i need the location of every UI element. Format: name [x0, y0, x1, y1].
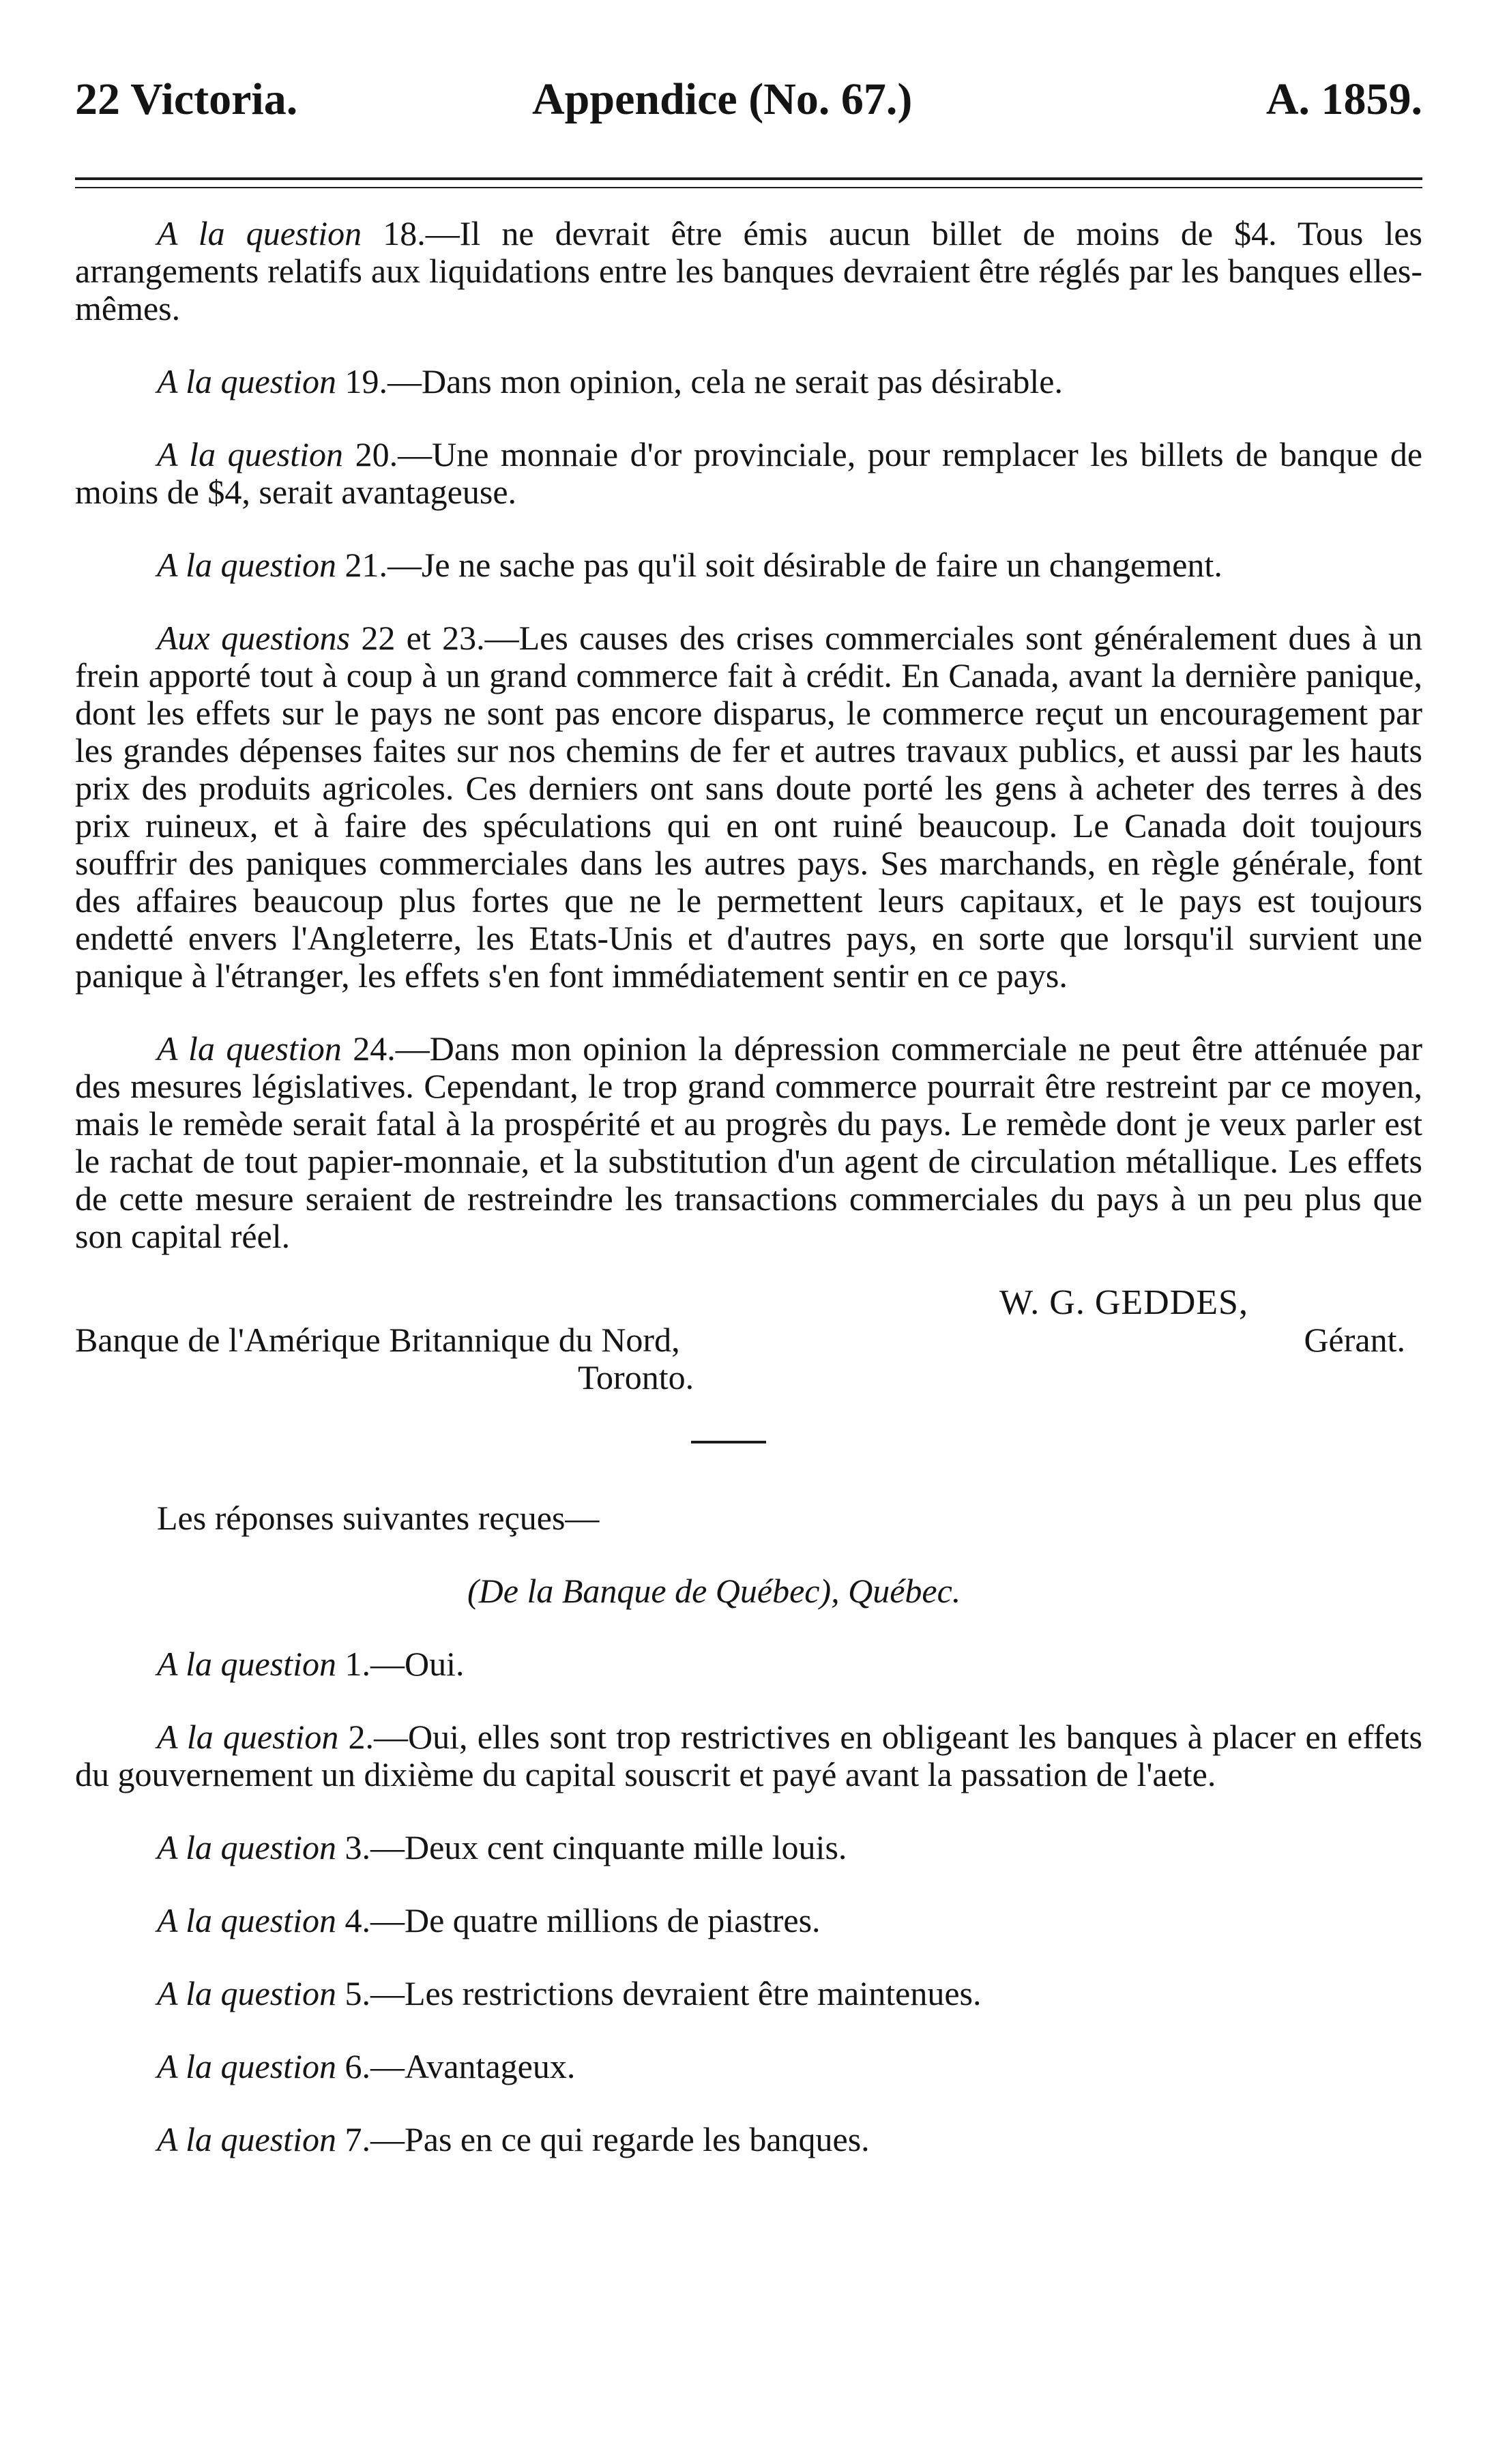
answer-paragraph — [75, 1902, 1422, 1939]
answer-paragraph — [75, 1829, 1422, 1866]
answer-paragraph — [75, 1030, 1422, 1255]
question-ref: A la question — [157, 1828, 336, 1866]
header-appendix: Appendice (No. 67.) — [532, 74, 913, 124]
bank-source-line: (De la Banque de Québec), Québec. — [467, 1572, 961, 1610]
page-header — [75, 74, 1422, 135]
header-session: 22 Victoria. — [75, 74, 298, 124]
signatory-bank: Banque de l'Amérique Britannique du Nord, — [75, 1321, 680, 1359]
answer-paragraph — [75, 363, 1422, 400]
intro-line: Les réponses suivantes reçues— — [157, 1499, 600, 1537]
question-ref: A la question — [157, 2120, 336, 2158]
question-ref: A la question — [157, 362, 336, 400]
question-ref: A la question — [157, 1974, 336, 2012]
question-ref: A la question — [157, 1645, 336, 1683]
answer-text: 1.—Oui. — [336, 1645, 465, 1683]
answer-text: 7.—Pas en ce qui regarde les banques. — [336, 2120, 870, 2158]
signatory-city: Toronto. — [578, 1358, 694, 1396]
signature-block — [75, 1284, 1422, 1413]
answer-paragraph — [75, 546, 1422, 584]
answer-paragraph — [75, 619, 1422, 995]
question-ref: A la question — [157, 2047, 336, 2085]
question-ref: Aux questions — [157, 619, 350, 657]
header-year: A. 1859. — [1265, 74, 1422, 124]
answer-text: 2.—Oui, elles sont trop restrictives en obligeant les banques à placer en effets du gouvernement un dixième du capital souscrit et payé avant la passation de l'aete. — [75, 1718, 1423, 1793]
answer-text: 22 et 23.—Les causes des crises commerciales sont généralement dues à un frein apporté tout à coup à un grand commerce fait à crédit. En Canada, avant la dernière panique, dont les effets sur le pays ne sont pas encore disparus, le commerce reçut un encouragement par les grandes dépenses faites sur nos chemins de fer et autres travaux publics, et aussi par les hauts prix des produits agricoles. Ces derniers ont sans doute porté les gens à acheter des terres à des prix ruineux, et à faire des spéculations qui en ont ruiné beaucoup. Le Canada doit toujours souffrir des paniques commerciales dans les autres pays. Ses marchands, en règle générale, font des affaires beaucoup plus fortes que ne le permettent leurs capitaux, et le pays est toujours endetté envers l'Angleterre, les Etats-Unis et d'autres pays, en sorte que lorsqu'il survient une panique à l'étranger, les effets s'en font immédiatement sentir en ce pays. — [75, 619, 1422, 995]
question-ref: A la question — [157, 214, 362, 252]
section-divider — [691, 1441, 766, 1443]
answer-paragraph — [75, 1718, 1422, 1793]
answer-paragraph — [75, 215, 1422, 327]
answer-text: 24.—Dans mon opinion la dépression commerciale ne peut être atténuée par des mesures législatives. Cependant, le trop grand commerce pourrait être restreint par ce moyen, mais le remède serait fatal à la prospérité et au progrès du pays. Le remède dont je veux parler est le rachat de tout papier-monnaie, et la substitution d'un agent de circulation métallique. Les effets de cette mesure seraient de restreindre les transactions commerciales du pays à un peu plus que son capital réel. — [75, 1029, 1422, 1255]
answer-text: 3.—Deux cent cinquante mille louis. — [336, 1828, 847, 1866]
question-ref: A la question — [157, 1029, 342, 1068]
answer-text: 5.—Les restrictions devraient être maintenues. — [336, 1974, 982, 2012]
answer-paragraph — [75, 2121, 1422, 2158]
answer-paragraph — [75, 1645, 1422, 1683]
question-ref: A la question — [157, 546, 336, 584]
signatory-role: Gérant. — [1304, 1321, 1405, 1359]
signatory-name: W. G. GEDDES, — [999, 1283, 1248, 1322]
answer-paragraph — [75, 1975, 1422, 2012]
answers-section-1 — [75, 215, 1422, 1255]
answer-text: 21.—Je ne sache pas qu'il soit désirable de faire un changement. — [336, 546, 1222, 584]
answer-text: 20.—Une monnaie d'or provinciale, pour remplacer les billets de banque de moins de $4, serait avantageuse. — [75, 435, 1423, 511]
question-ref: A la question — [157, 1901, 336, 1939]
question-ref: A la question — [157, 1718, 339, 1756]
document-body — [75, 215, 1422, 2158]
answer-paragraph — [75, 436, 1422, 511]
answer-text: 6.—Avantageux. — [336, 2047, 576, 2085]
answer-text: 19.—Dans mon opinion, cela ne serait pas désirable. — [336, 362, 1063, 400]
header-rule-thin — [75, 187, 1422, 188]
answers-section-2 — [75, 1645, 1422, 2158]
header-rule-thick — [75, 177, 1422, 180]
question-ref: A la question — [157, 435, 344, 473]
answer-text: 18.—Il ne devrait être émis aucun billet de moins de $4. Tous les arrangements relatifs aux liquidations entre les banques devraient être réglés par les banques elles-mêmes. — [75, 214, 1422, 327]
answer-text: 4.—De quatre millions de piastres. — [336, 1901, 821, 1939]
answer-paragraph — [75, 2048, 1422, 2085]
